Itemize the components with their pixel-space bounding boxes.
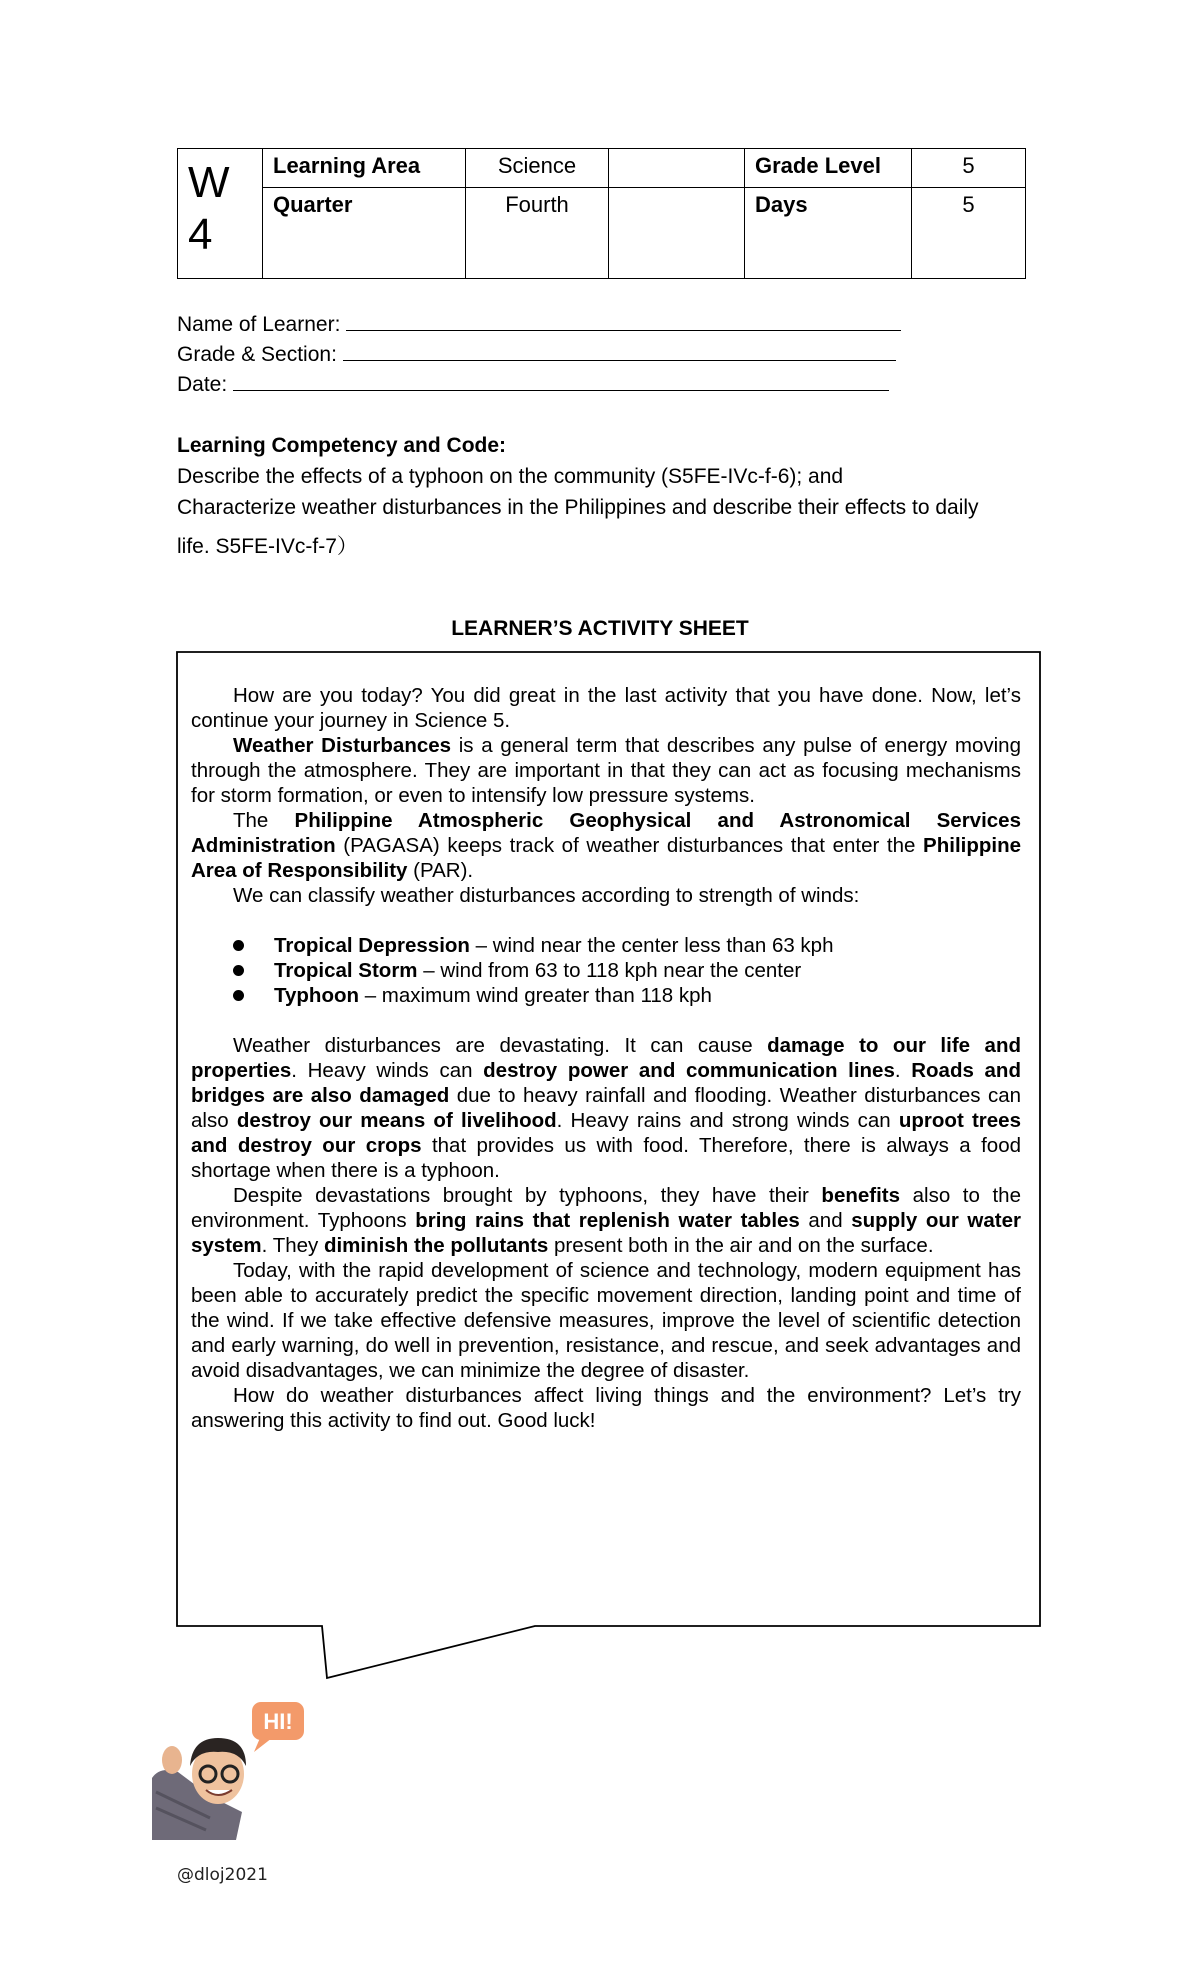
text-span: .	[894, 1059, 912, 1082]
classification-list	[191, 933, 1021, 1008]
text-span: Weather disturbances are devastating. It can cause	[233, 1034, 768, 1057]
text-span: Despite devastations brought by typhoons, they have their	[233, 1184, 822, 1207]
text-span: . Heavy rains and strong winds can	[556, 1109, 899, 1132]
list-item	[191, 983, 1021, 1008]
competency-line: Describe the effects of a typhoon on the community (S5FE-IVc-f-6); and	[177, 465, 844, 488]
bold-term: Typhoon	[274, 984, 360, 1007]
text-span: (PAR).	[407, 859, 474, 882]
bold-phrase: destroy our means of livelihood	[236, 1109, 557, 1132]
bold-phrase: damage to our life and properties	[191, 1034, 1021, 1082]
competency-line: Characterize weather disturbances in the Philippines and describe their effects to daily	[177, 496, 979, 519]
text-span: due to heavy rainfall and flooding. Weather disturbances can also	[191, 1084, 1021, 1132]
bold-term: Tropical Storm	[274, 959, 418, 982]
bold-phrase: diminish the pollutants	[323, 1234, 549, 1257]
quarter-value: Fourth	[466, 188, 609, 279]
greeting-bubble-tail	[254, 1738, 272, 1752]
text-span: is a general term that describes any pulse of energy moving through the atmosphere. They are important in that they can act as focusing mechanisms for storm formation, or even to intensify low pressure systems.	[191, 734, 1021, 807]
bold-term: Philippine Atmospheric Geophysical and Astronomical Services Administration	[191, 809, 1021, 857]
section-label: Grade & Section:	[177, 343, 337, 366]
bold-term: Weather Disturbances	[233, 734, 452, 757]
text-span: – wind near the center less than 63 kph	[469, 934, 834, 957]
intro-paragraph: How are you today? You did great in the last activity that you have done. Now, let’s continue your journey in Science 5.	[191, 684, 1021, 732]
learning-area-value: Science	[466, 149, 609, 188]
grade-level-value: 5	[912, 149, 1026, 188]
competency-heading: Learning Competency and Code:	[177, 434, 507, 457]
text-span: that provides us with food. Therefore, there is always a food shortage when there is a typhoon.	[191, 1134, 1021, 1182]
name-label: Name of Learner:	[177, 313, 341, 336]
text-span: . They	[261, 1234, 324, 1257]
date-label: Date:	[177, 373, 228, 396]
avatar	[150, 1700, 310, 1840]
text-span: . Heavy winds can	[291, 1059, 484, 1082]
pagasa-paragraph	[191, 808, 1021, 883]
week-letter: W	[188, 158, 230, 207]
text-span: – wind from 63 to 118 kph near the center	[417, 959, 802, 982]
list-item	[191, 933, 1021, 958]
list-item	[191, 958, 1021, 983]
bold-phrase: supply our water system	[191, 1209, 1021, 1257]
waving-hand	[162, 1746, 182, 1774]
definition-paragraph	[191, 733, 1021, 808]
text-span: The	[233, 809, 295, 832]
greeting-text: HI!	[263, 1709, 293, 1734]
activity-content	[191, 683, 1021, 1433]
days-value: 5	[912, 188, 1026, 279]
bold-phrase: uproot trees and destroy our crops	[191, 1109, 1021, 1157]
bold-phrase: benefits	[821, 1184, 901, 1207]
classify-paragraph: We can classify weather disturbances according to strength of winds:	[233, 884, 860, 907]
days-label: Days	[745, 188, 912, 279]
quarter-label: Quarter	[263, 188, 466, 279]
effects-paragraph	[191, 1033, 1021, 1183]
bold-term: Philippine Area of Responsibility	[191, 834, 1021, 882]
grade-level-label: Grade Level	[745, 149, 912, 188]
text-span: present both in the air and on the surface.	[548, 1234, 934, 1257]
text-span: also to the environment. Typhoons	[191, 1184, 1021, 1232]
text-span: (PAGASA) keeps track of weather disturbances that enter the	[335, 834, 924, 857]
bold-phrase: Roads and bridges are also damaged	[191, 1059, 1021, 1107]
bold-term: Tropical Depression	[274, 934, 470, 957]
footer-handle: @dloj2021	[177, 1865, 268, 1885]
text-span: – maximum wind greater than 118 kph	[359, 984, 712, 1007]
bold-phrase: destroy power and communication lines	[483, 1059, 895, 1082]
learning-area-label: Learning Area	[263, 149, 466, 188]
competency-line: life. S5FE-IVc-f-7）	[177, 535, 358, 558]
sheet-title: LEARNER’S ACTIVITY SHEET	[451, 617, 749, 640]
technology-paragraph: Today, with the rapid development of science and technology, modern equipment has been able to accurately predict the specific movement direction, landing point and time of the wind. If we take effective defensive measures, improve the level of scientific detection and early warning, do well in prevention, resistance, and rescue, and seek advantages and avoid disadvantages, we can minimize the degree of disaster.	[191, 1259, 1021, 1382]
closing-paragraph: How do weather disturbances affect living things and the environment? Let’s try answering this activity to find out. Good luck!	[191, 1384, 1021, 1432]
week-number: 4	[188, 210, 213, 259]
bold-phrase: bring rains that replenish water tables	[415, 1209, 800, 1232]
benefits-paragraph	[191, 1183, 1021, 1258]
text-span: and	[799, 1209, 852, 1232]
